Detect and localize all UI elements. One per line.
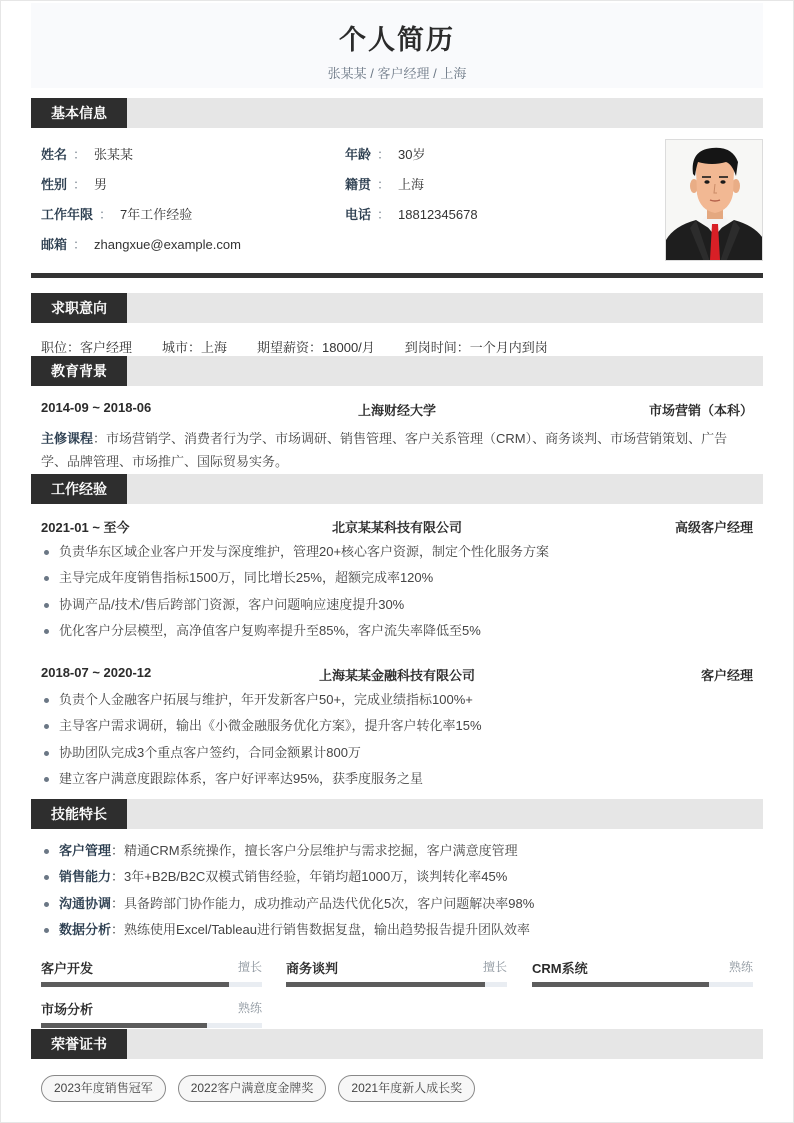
info-phone	[345, 206, 478, 224]
resume-header	[31, 3, 763, 88]
info-label: 性别	[41, 177, 68, 192]
section-title: 技能特长	[31, 799, 127, 829]
info-label: 籍贯	[345, 177, 372, 192]
intent-salary: 期望薪资：18000/月	[257, 340, 375, 355]
skill-bar-name: CRM系统	[532, 961, 588, 976]
section-job-intent	[31, 293, 763, 323]
avatar-portrait-icon	[666, 140, 763, 261]
colon: ：	[73, 147, 87, 162]
job-bullets	[41, 539, 753, 644]
intent-availability: 到岗时间：一个月内到岗	[404, 340, 548, 355]
colon: ：	[73, 237, 87, 252]
info-value: 上海	[398, 177, 425, 192]
info-value: 男	[94, 177, 108, 192]
section-work-experience	[31, 474, 763, 504]
award-tag: 2022客户满意度金牌奖	[178, 1075, 327, 1102]
job-company: 北京某某科技有限公司	[331, 520, 462, 535]
intent-position: 职位：客户经理	[41, 340, 133, 355]
awards-list	[41, 1075, 475, 1102]
info-label: 工作年限	[41, 207, 94, 222]
edu-period: 2014-09 ~ 2018-06	[41, 400, 152, 415]
award-tag: 2023年度销售冠军	[41, 1075, 166, 1102]
list-item: 主导客户需求调研，输出《小微金融服务优化方案》，提升客户转化率15%	[41, 713, 753, 739]
skill-text: ：具备跨部门协作能力，成功推动产品迭代优化5次，客户问题解决率98%	[111, 895, 535, 911]
skill-bar-name: 商务谈判	[286, 961, 339, 976]
skill-label: 客户管理	[59, 843, 112, 858]
colon: ：	[377, 177, 391, 192]
skill-label: 数据分析	[59, 921, 112, 937]
edu-courses	[41, 427, 753, 473]
skill-bar-level: 熟练	[728, 960, 753, 974]
job-bullets	[41, 687, 753, 792]
skill-bar	[41, 958, 262, 994]
info-label: 电话	[345, 207, 372, 222]
info-hometown	[345, 176, 424, 194]
info-value: 18812345678	[398, 207, 478, 222]
section-basic-info	[31, 98, 763, 128]
skill-bar-fill	[41, 982, 229, 987]
job-title: 客户经理	[700, 668, 753, 683]
list-item: 负责华东区域企业客户开发与深度维护，管理20+核心客户资源，制定个性化服务方案	[41, 539, 753, 565]
colon: ：	[99, 207, 113, 222]
skill-bar-name: 市场分析	[41, 1002, 94, 1017]
edu-school: 上海财经大学	[357, 403, 436, 418]
edu-major: 市场营销（本科）	[648, 403, 753, 418]
skill-bar-level: 熟练	[237, 1001, 262, 1015]
colon: ：	[377, 147, 391, 162]
skill-text: ：熟练使用Excel/Tableau进行销售数据复盘，输出趋势报告提升团队效率	[111, 921, 530, 937]
section-title: 教育背景	[31, 356, 127, 386]
section-education	[31, 356, 763, 386]
info-age	[345, 146, 426, 164]
skill-label: 沟通协调	[59, 895, 112, 911]
section-title: 工作经验	[31, 474, 127, 504]
courses-text: ：市场营销学、消费者行为学、市场调研、销售管理、客户关系管理（CRM）、商务谈判、市场营销策划、广告学、品牌管理、市场推广、国际贸易实务。	[41, 431, 728, 469]
list-item: 主导完成年度销售指标1500万，同比增长25%，超额完成率120%	[41, 565, 753, 591]
job-period: 2021-01 ~ 至今	[41, 520, 130, 535]
skill-bar-name: 客户开发	[41, 961, 94, 976]
section-divider	[31, 273, 763, 278]
skill-bar-fill	[532, 982, 709, 987]
award-tag: 2021年度新人成长奖	[338, 1075, 475, 1102]
skill-label: 销售能力	[59, 869, 112, 885]
section-title: 基本信息	[31, 98, 127, 128]
colon: ：	[377, 207, 391, 222]
list-item	[41, 891, 753, 917]
skill-text: ：精通CRM系统操作，擅长客户分层维护与需求挖掘，客户满意度管理	[111, 843, 518, 858]
profile-photo	[665, 139, 763, 261]
skill-bar-fill	[41, 1023, 207, 1028]
job-company: 上海某某金融科技有限公司	[318, 668, 475, 683]
intent-city: 城市：上海	[162, 340, 228, 355]
skill-bullets	[41, 838, 753, 943]
section-title: 荣誉证书	[31, 1029, 127, 1059]
info-value: 张某某	[94, 147, 134, 162]
skill-bar-track	[41, 982, 262, 987]
job-period: 2018-07 ~ 2020-12	[41, 665, 152, 680]
info-name	[41, 146, 133, 164]
list-item: 负责个人金融客户拓展与维护，年开发新客户50+，完成业绩指标100%+	[41, 687, 753, 713]
info-label: 邮箱	[41, 237, 68, 252]
skill-bar-fill	[286, 982, 485, 987]
skill-bar-level: 擅长	[237, 960, 262, 974]
skill-bar-track	[286, 982, 507, 987]
skill-bar	[532, 958, 753, 994]
list-item	[41, 838, 753, 864]
job-title: 高级客户经理	[674, 520, 753, 535]
section-skills	[31, 799, 763, 829]
list-item: 建立客户满意度跟踪体系，客户好评率达95%，获季度服务之星	[41, 766, 753, 792]
job-entry-header	[41, 665, 753, 683]
info-value: zhangxue@example.com	[94, 237, 241, 252]
skill-bar	[286, 958, 507, 994]
page-title: 个人简历	[339, 25, 455, 55]
info-gender	[41, 176, 107, 194]
colon: ：	[73, 177, 87, 192]
education-entry	[41, 400, 753, 418]
skill-bar-level: 擅长	[482, 960, 507, 974]
list-item: 协调产品/技术/售后跨部门资源，客户问题响应速度提升30%	[41, 592, 753, 618]
info-email	[41, 236, 241, 254]
section-title: 求职意向	[31, 293, 127, 323]
job-intent-row	[41, 337, 578, 356]
skill-bar-track	[532, 982, 753, 987]
skill-bar-track	[41, 1023, 262, 1028]
list-item: 协助团队完成3个重点客户签约，合同金额累计800万	[41, 740, 753, 766]
info-years	[41, 206, 192, 224]
page-subtitle: 张某某 / 客户经理 / 上海	[327, 66, 467, 81]
skill-text: ：3年+B2B/B2C双模式销售经验，年销均超1000万，谈判转化率45%	[111, 869, 508, 885]
list-item: 优化客户分层模型，高净值客户复购率提升至85%，客户流失率降低至5%	[41, 618, 753, 644]
job-entry-header	[41, 517, 753, 535]
courses-label: 主修课程	[41, 431, 94, 446]
info-label: 姓名	[41, 147, 68, 162]
list-item	[41, 864, 753, 890]
info-value: 7年工作经验	[120, 207, 193, 222]
section-awards	[31, 1029, 763, 1059]
info-label: 年龄	[345, 147, 372, 162]
info-value: 30岁	[398, 147, 426, 162]
list-item	[41, 917, 753, 943]
